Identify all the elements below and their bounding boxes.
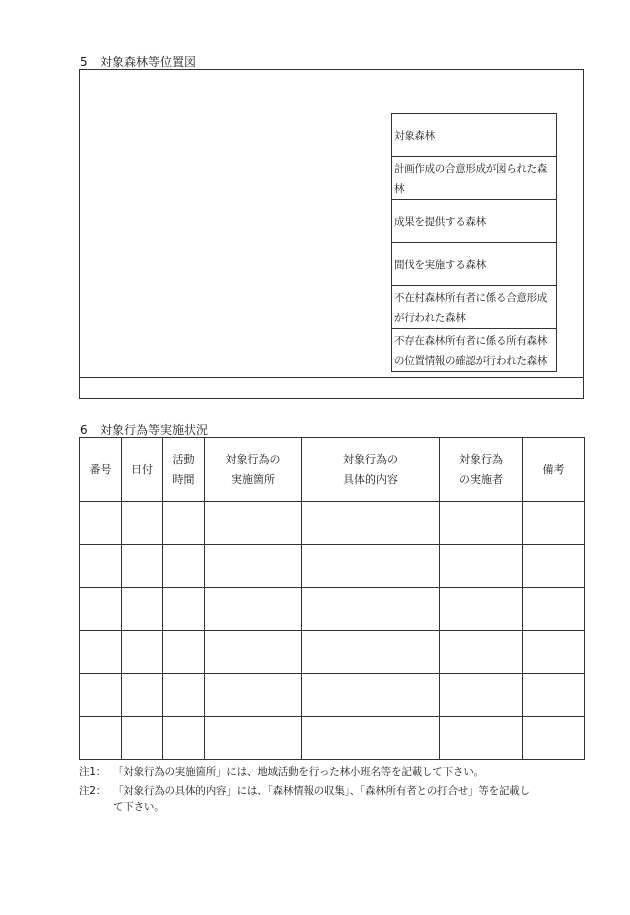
table-cell[interactable] [122, 717, 163, 760]
note-2-label: 注2： [79, 785, 107, 797]
table-body [80, 502, 585, 760]
table-cell[interactable] [80, 545, 122, 588]
col-header-date: 日付 [122, 438, 163, 502]
table-row [80, 631, 585, 674]
section-5-number: 5 [80, 55, 88, 69]
col-header-implementer: 対象行為 の実施者 [440, 438, 523, 502]
table-cell[interactable] [122, 588, 163, 631]
table-cell[interactable] [440, 674, 523, 717]
table-cell[interactable] [523, 545, 585, 588]
section-6-number: 6 [80, 423, 88, 437]
table-row [80, 717, 585, 760]
table-cell[interactable] [205, 502, 302, 545]
table-cell[interactable] [523, 588, 585, 631]
table-cell[interactable] [302, 545, 440, 588]
table-cell[interactable] [440, 631, 523, 674]
table-cell[interactable] [440, 502, 523, 545]
col-header-remarks: 備考 [523, 438, 585, 502]
table-cell[interactable] [440, 588, 523, 631]
col-header-details: 対象行為の 具体的内容 [302, 438, 440, 502]
table-cell[interactable] [80, 631, 122, 674]
table-cell[interactable] [205, 674, 302, 717]
section-6-title [80, 423, 208, 437]
col-header-location: 対象行為の 実施箇所 [205, 438, 302, 502]
section-6-heading: 対象行為等実施状況 [100, 423, 209, 437]
table-cell[interactable] [80, 717, 122, 760]
table-cell[interactable] [523, 674, 585, 717]
table-cell[interactable] [163, 588, 205, 631]
section-5-heading: 対象森林等位置図 [100, 55, 197, 69]
map-divider [80, 377, 583, 378]
table-row [80, 502, 585, 545]
table-cell[interactable] [122, 631, 163, 674]
legend-label: 不在村森林所有者に係る合意形成が行われた森林 [394, 291, 547, 324]
table-cell[interactable] [440, 717, 523, 760]
legend-results-forest [392, 200, 556, 243]
table-cell[interactable] [80, 588, 122, 631]
table-cell[interactable] [205, 631, 302, 674]
legend-target-forest [392, 114, 556, 157]
note-1-label: 注1： [79, 766, 107, 778]
legend-absentee-consensus-forest [392, 286, 556, 329]
col-header-activity-time: 活動 時間 [163, 438, 205, 502]
map-legend [391, 113, 557, 372]
table-header-row [80, 438, 585, 502]
table-cell[interactable] [302, 588, 440, 631]
table-cell[interactable] [205, 717, 302, 760]
table-cell[interactable] [523, 717, 585, 760]
table-cell[interactable] [205, 545, 302, 588]
table-cell[interactable] [302, 502, 440, 545]
table-row [80, 674, 585, 717]
table-cell[interactable] [80, 674, 122, 717]
table-cell[interactable] [302, 631, 440, 674]
table-cell[interactable] [122, 502, 163, 545]
legend-label: 計画作成の合意形成が図られた森林 [394, 162, 547, 195]
legend-unknown-owner-forest [392, 329, 556, 372]
legend-label: 対象森林 [394, 129, 435, 142]
table-cell[interactable] [523, 631, 585, 674]
note-1-text: 「対象行為の実施箇所」には、地域活動を行った林小班名等を記載して下さい。 [113, 766, 484, 778]
table-cell[interactable] [122, 674, 163, 717]
table-cell[interactable] [80, 502, 122, 545]
note-1 [79, 765, 484, 780]
table-cell[interactable] [163, 717, 205, 760]
table-row [80, 588, 585, 631]
legend-consensus-forest [392, 157, 556, 200]
legend-label: 成果を提供する森林 [394, 215, 486, 228]
table-cell[interactable] [440, 545, 523, 588]
legend-label: 間伐を実施する森林 [394, 258, 486, 271]
note-2-continuation: て下さい。 [113, 801, 165, 813]
table-cell[interactable] [302, 717, 440, 760]
table-cell[interactable] [205, 588, 302, 631]
activity-status-table [79, 437, 585, 760]
legend-label: 不存在森林所有者に係る所有森林の位置情報の確認が行われた森林 [394, 334, 547, 367]
table-row [80, 545, 585, 588]
note-2 [79, 784, 530, 799]
table-cell[interactable] [122, 545, 163, 588]
section-5-title [80, 55, 196, 69]
table-cell[interactable] [163, 631, 205, 674]
table-cell[interactable] [523, 502, 585, 545]
table-cell[interactable] [302, 674, 440, 717]
legend-thinning-forest [392, 243, 556, 286]
note-2-text: 「対象行為の具体的内容」には、「森林情報の収集」、「森林所有者との打合せ」等を記載し [113, 785, 530, 797]
table-cell[interactable] [163, 545, 205, 588]
forest-location-map-area [79, 69, 584, 399]
table-cell[interactable] [163, 502, 205, 545]
col-header-number: 番号 [80, 438, 122, 502]
table-cell[interactable] [163, 674, 205, 717]
